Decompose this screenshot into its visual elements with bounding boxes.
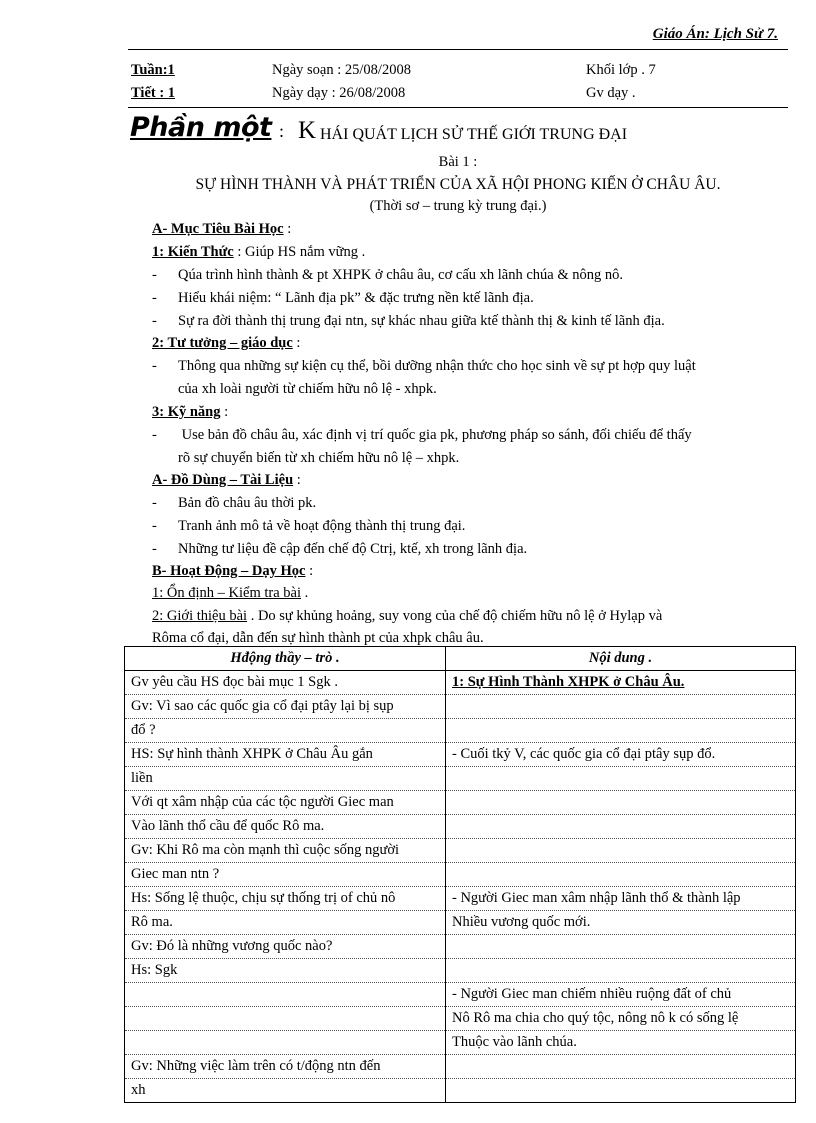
table-row (125, 767, 796, 791)
table-row (125, 1031, 796, 1055)
table-row (125, 671, 796, 695)
table-cell-right (446, 959, 796, 983)
activities-heading (152, 563, 313, 580)
table-row (125, 1079, 796, 1103)
knowledge-heading (152, 244, 365, 261)
table-header-row (125, 647, 796, 671)
lesson-title: SỰ HÌNH THÀNH VÀ PHÁT TRIỂN CỦA XÃ HỘI PHONG KIẾN Ở CHÂU ÂU. (195, 176, 721, 193)
activities-heading-suffix: : (305, 563, 314, 579)
objectives-heading-text: A- Mục Tiêu Bài Học (152, 221, 284, 237)
prep-date: Ngày soạn : 25/08/2008 (272, 62, 411, 78)
table-row (125, 719, 796, 743)
knowledge-item-text: Hiểu khái niệm: “ Lãnh địa pk” & đặc trưng nền ktế lãnh địa. (178, 290, 534, 306)
table-cell-right: Nhiều vương quốc mới. (446, 911, 796, 935)
table-row (125, 983, 796, 1007)
table-row (125, 959, 796, 983)
table-cell-left (125, 1031, 446, 1055)
step2 (152, 608, 662, 625)
table-cell-left: Hs: Sống lệ thuộc, chịu sự thống trị of chủ nô (125, 887, 446, 911)
header-rule (128, 49, 788, 50)
table-header-left: Hđộng thầy – trò . (125, 647, 446, 671)
table-cell-right (446, 767, 796, 791)
table-row (125, 743, 796, 767)
thought-item: - Thông qua những sự kiện cụ thể, bồi dưỡng nhận thức cho học sinh về sự pt hợp quy luật (152, 358, 696, 374)
table-cell-right (446, 863, 796, 887)
period-label: Tiết : 1 (131, 85, 176, 101)
table-cell-left: Gv: Vì sao các quốc gia cổ đại ptây lại bị sụp (125, 695, 446, 719)
table-cell-right: Nô Rô ma chia cho quý tộc, nông nô k có sống lệ (446, 1007, 796, 1031)
materials-item: - Tranh ảnh mô tả về hoạt động thành thị trung đại. (152, 518, 466, 534)
thought-line2: của xh loài người từ chiếm hữu nô lệ - xhpk. (178, 381, 437, 397)
knowledge-item-text: Qúa trình hình thành & pt XHPK ở châu âu, cơ cấu xh lãnh chúa & nông nô. (178, 267, 624, 283)
skill-item: - Use bản đồ châu âu, xác định vị trí quốc gia pk, phương pháp so sánh, đối chiếu để thấy (152, 427, 692, 443)
table-cell-left: đổ ? (125, 719, 446, 743)
header-title: Giáo Án: Lịch Sử 7. (652, 26, 778, 42)
table-cell-left: Gv: Những việc làm trên có t/động ntn đến (125, 1055, 446, 1079)
step2-text: . Do sự khủng hoảng, suy vong của chế độ chiếm hữu nô lệ ở Hylạp và (247, 608, 663, 624)
table-cell-left: Gv: Khi Rô ma còn mạnh thì cuộc sống người (125, 839, 446, 863)
knowledge-item: - Hiểu khái niệm: “ Lãnh địa pk” & đặc trưng nền ktế lãnh địa. (152, 290, 534, 306)
table-cell-right (446, 719, 796, 743)
knowledge-item: - Sự ra đời thành thị trung đại ntn, sự khác nhau giữa ktế thành thị & kinh tế lãnh địa. (152, 313, 665, 329)
part-title: HÁI QUÁT LỊCH SỬ THẾ GIỚI TRUNG ĐẠI (320, 126, 628, 143)
materials-item: - Bản đồ châu âu thời pk. (152, 495, 317, 511)
table-cell-right (446, 1079, 796, 1103)
table-row (125, 791, 796, 815)
table-cell-left: Với qt xâm nhập của các tộc người Giec man (125, 791, 446, 815)
table-cell-left: Rô ma. (125, 911, 446, 935)
table-row (125, 863, 796, 887)
table-cell-right: 1: Sự Hình Thành XHPK ở Châu Âu. (446, 671, 796, 695)
table-cell-right: - Người Giec man xâm nhập lãnh thổ & thành lập (446, 887, 796, 911)
knowledge-intro: : Giúp HS nắm vững . (233, 244, 366, 260)
table-row (125, 1055, 796, 1079)
materials-item-text: Tranh ảnh mô tả về hoạt động thành thị trung đại. (178, 518, 466, 534)
table-cell-left: Hs: Sgk (125, 959, 446, 983)
table-cell-left (125, 983, 446, 1007)
table-row (125, 935, 796, 959)
skill-heading (152, 404, 228, 421)
materials-item: - Những tư liệu đề cập đến chế độ Ctrị, ktế, xh trong lãnh địa. (152, 541, 528, 557)
table-cell-left: Giec man ntn ? (125, 863, 446, 887)
materials-heading-text: A- Đồ Dùng – Tài Liệu (152, 472, 294, 488)
lesson-table (124, 646, 796, 1103)
skill-heading-suffix: : (220, 404, 229, 420)
materials-item-text: Những tư liệu đề cập đến chế độ Ctrị, ktế, xh trong lãnh địa. (178, 541, 528, 557)
info-rule (128, 107, 788, 108)
thought-heading (152, 335, 300, 352)
table-row (125, 839, 796, 863)
lesson-subtitle: (Thời sơ – trung kỳ trung đại.) (369, 198, 547, 214)
table-cell-left: Gv: Đó là những vương quốc nào? (125, 935, 446, 959)
objectives-heading-suffix: : (283, 221, 292, 237)
table-cell-right (446, 695, 796, 719)
materials-heading (152, 472, 301, 489)
table-cell-left: Vào lãnh thổ cầu để quốc Rô ma. (125, 815, 446, 839)
table-row (125, 887, 796, 911)
skill-line2: rõ sự chuyển biến từ xh chiếm hữu nô lệ – xhpk. (178, 450, 460, 466)
table-cell-right (446, 791, 796, 815)
objectives-heading (152, 221, 291, 238)
step2-line2: Rôma cổ đại, dẫn đến sự hình thành pt của xhpk châu âu. (152, 630, 484, 646)
materials-item-text: Bản đồ châu âu thời pk. (178, 495, 317, 511)
part-label: Phần một (130, 112, 272, 143)
table-cell-right (446, 1055, 796, 1079)
table-header-right: Nội dung . (446, 647, 796, 671)
table-cell-left (125, 1007, 446, 1031)
skill-heading-text: 3: Kỹ năng (152, 404, 221, 420)
week-label: Tuần:1 (131, 62, 175, 78)
thought-heading-text: 2: Tư tưởng – giáo dục (152, 335, 293, 351)
step1-suffix: . (301, 585, 309, 601)
table-cell-left: HS: Sự hình thành XHPK ở Châu Âu gắn (125, 743, 446, 767)
step1 (152, 585, 308, 602)
grade-label: Khối lớp . 7 (586, 62, 656, 78)
part-title-initial: K (298, 117, 317, 144)
thought-line1: Thông qua những sự kiện cụ thể, bồi dưỡng nhận thức cho học sinh về sự pt hợp quy luật (178, 358, 696, 374)
table-cell-right: Thuộc vào lãnh chúa. (446, 1031, 796, 1055)
table-row (125, 1007, 796, 1031)
knowledge-heading-text: 1: Kiến Thức (152, 244, 234, 260)
knowledge-item: - Qúa trình hình thành & pt XHPK ở châu âu, cơ cấu xh lãnh chúa & nông nô. (152, 267, 624, 283)
table-cell-right: - Cuối tkỷ V, các quốc gia cổ đại ptây sụp đổ. (446, 743, 796, 767)
table-cell-right (446, 935, 796, 959)
skill-line1: Use bản đồ châu âu, xác định vị trí quốc gia pk, phương pháp so sánh, đối chiếu để thấy (178, 427, 692, 443)
table-cell-left: liền (125, 767, 446, 791)
table-row (125, 695, 796, 719)
table-row (125, 911, 796, 935)
table-cell-right: - Người Giec man chiếm nhiều ruộng đất of chủ (446, 983, 796, 1007)
table-cell-right (446, 839, 796, 863)
lesson-number: Bài 1 : (438, 154, 478, 170)
table-cell-right (446, 815, 796, 839)
thought-heading-suffix: : (292, 335, 301, 351)
teach-date: Ngày dạy : 26/08/2008 (272, 85, 406, 101)
materials-heading-suffix: : (293, 472, 301, 488)
teacher-label: Gv dạy . (586, 85, 636, 101)
table-row (125, 815, 796, 839)
step2-label: 2: Giới thiệu bài (152, 608, 248, 624)
table-cell-left: xh (125, 1079, 446, 1103)
step1-text: 1: Ổn định – Kiểm tra bài (152, 585, 302, 601)
activities-heading-text: B- Hoạt Động – Dạy Học (152, 563, 306, 579)
part-colon: : (279, 121, 285, 141)
table-cell-left: Gv yêu cầu HS đọc bài mục 1 Sgk . (125, 671, 446, 695)
knowledge-item-text: Sự ra đời thành thị trung đại ntn, sự khác nhau giữa ktế thành thị & kinh tế lãnh địa. (178, 313, 665, 329)
